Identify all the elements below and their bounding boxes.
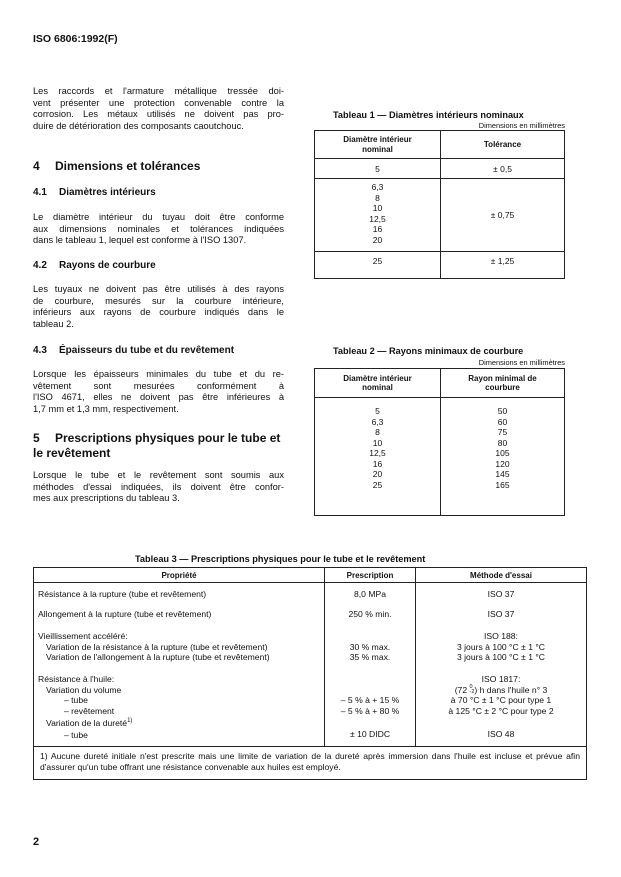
cell-value: 6,3 bbox=[371, 416, 384, 427]
table-cell: Allongement à la rupture (tube et revêtement) bbox=[34, 605, 325, 627]
cell-value: 20 bbox=[372, 234, 383, 245]
table-cell: 8,0 MPa bbox=[325, 583, 416, 606]
section-title: Dimensions et tolérances bbox=[55, 159, 201, 173]
table-row bbox=[34, 583, 587, 606]
text-line: tableau 2. bbox=[33, 318, 74, 329]
cell-value: – 5 % à + 15 % bbox=[340, 695, 400, 705]
section-number: 4 bbox=[33, 159, 40, 173]
row-subitem: Variation du volume bbox=[46, 684, 122, 695]
subitem-label: Variation de la dureté bbox=[46, 717, 128, 728]
row-subitem: – tube bbox=[64, 695, 88, 705]
section-4-2-text bbox=[33, 284, 284, 330]
table-2-unit: Dimensions en millimètres bbox=[478, 358, 565, 367]
table-cell: 5 bbox=[315, 159, 441, 179]
table-cell: 25 bbox=[315, 252, 441, 279]
table-cell bbox=[325, 627, 416, 669]
header-line: courbure bbox=[485, 383, 520, 392]
cell-value: 16 bbox=[372, 458, 383, 469]
section-title: Rayons de courbure bbox=[59, 260, 156, 271]
row-subitem: – revêtement bbox=[64, 705, 115, 716]
table-cell: Résistance à la rupture (tube et revêtement) bbox=[34, 583, 325, 606]
text-line: aux dimensions nominales et tolérances indiquées bbox=[33, 223, 284, 234]
section-number: 4.3 bbox=[33, 345, 47, 356]
row-subitem bbox=[38, 716, 324, 728]
tolerance-lower: -2 bbox=[469, 689, 475, 696]
header-line: nominal bbox=[362, 144, 393, 154]
tolerance-upper: 0 bbox=[469, 684, 473, 691]
intro-paragraph bbox=[33, 86, 284, 132]
intro-line: corrosion. Les métaux utilisés ne doivent pas pro- bbox=[33, 109, 284, 120]
table-cell bbox=[315, 179, 441, 252]
table-cell bbox=[34, 627, 325, 669]
table-cell: 250 % min. bbox=[325, 605, 416, 627]
table-3-caption: Tableau 3 — Prescriptions physiques pour le tube et le revêtement bbox=[135, 554, 426, 564]
section-number: 5 bbox=[33, 431, 40, 445]
section-4-3-heading bbox=[33, 345, 234, 356]
cell-value: 5 bbox=[375, 406, 380, 416]
cell-value: 120 bbox=[495, 458, 510, 469]
table-row bbox=[34, 605, 587, 627]
table-1 bbox=[314, 130, 565, 279]
section-4-1-heading bbox=[33, 187, 156, 198]
table-cell: ISO 37 bbox=[416, 583, 587, 606]
table-cell bbox=[325, 669, 416, 746]
table-cell bbox=[441, 398, 565, 516]
section-4-3-text bbox=[33, 369, 284, 415]
cell-value: 8 bbox=[375, 427, 380, 437]
table-1-col-tolerance: Tolérance bbox=[441, 131, 565, 159]
table-2-col-diameter bbox=[315, 369, 441, 398]
document-header: ISO 6806:1992(F) bbox=[33, 33, 118, 45]
cell-value: à 125 °C ± 2 °C pour type 2 bbox=[448, 705, 554, 716]
section-5-text bbox=[33, 470, 284, 505]
cell-value: 75 bbox=[497, 427, 508, 437]
table-1-caption: Tableau 1 — Diamètres intérieurs nominaux bbox=[333, 110, 524, 120]
table-3-col-property: Propriété bbox=[34, 568, 325, 583]
text-line: Lorsque le tube et le revêtement sont soumis aux bbox=[33, 470, 284, 480]
header-line: Diamètre intérieur bbox=[343, 135, 412, 144]
cell-value: 105 bbox=[495, 448, 510, 458]
cell-value: 80 bbox=[497, 437, 508, 448]
row-subitem: – tube bbox=[64, 730, 88, 741]
cell-value: 10 bbox=[372, 437, 383, 448]
table-row bbox=[315, 252, 565, 279]
table-cell bbox=[34, 669, 325, 746]
table-3-col-method: Méthode d'essai bbox=[416, 568, 587, 583]
table-row bbox=[34, 627, 587, 669]
cell-value: 12,5 bbox=[369, 448, 386, 458]
text-line: dans le tableau 1, lequel est conforme à l'ISO 1307. bbox=[33, 235, 247, 246]
cell-value: ISO 48 bbox=[487, 728, 515, 739]
table-cell: ISO 37 bbox=[416, 605, 587, 627]
text-line: de courbure, mesurés sur la courbure intérieure, bbox=[33, 295, 284, 306]
section-title: Épaisseurs du tube et du revêtement bbox=[59, 345, 235, 356]
section-title-continued: le revêtement bbox=[33, 446, 111, 460]
row-title: Résistance à l'huile: bbox=[38, 674, 115, 684]
cell-value: à 70 °C ± 1 °C pour type 1 bbox=[450, 695, 552, 706]
table-2-caption: Tableau 2 — Rayons minimaux de courbure bbox=[333, 346, 524, 356]
row-title: Vieillissement accéléré: bbox=[38, 631, 128, 641]
cell-value: 16 bbox=[372, 224, 383, 234]
text-line: inférieurs aux rayons de courbure indiqués dans le bbox=[33, 307, 284, 318]
cell-value: 20 bbox=[372, 469, 383, 479]
table-cell bbox=[315, 398, 441, 516]
section-5-heading bbox=[33, 431, 293, 461]
text-line: vêtement sont mesurées conformément à bbox=[33, 380, 284, 391]
section-4-1-text bbox=[33, 212, 284, 247]
text-line: Lorsque les épaisseurs minimales du tube et du re- bbox=[33, 369, 284, 379]
cell-value bbox=[416, 685, 586, 696]
intro-line: Les raccords et l'armature métallique tressée doi- bbox=[33, 86, 284, 96]
header-line: nominal bbox=[362, 383, 393, 392]
intro-line: vent présenter une protection convenable contre la bbox=[33, 97, 284, 108]
value-part: ) h dans l'huile n° 3 bbox=[474, 684, 548, 695]
table-row bbox=[315, 398, 565, 516]
header-line: Diamètre intérieur bbox=[343, 373, 412, 383]
table-1-col-diameter bbox=[315, 131, 441, 159]
cell-value: 3 jours à 100 °C ± 1 °C bbox=[456, 652, 546, 662]
page-number: 2 bbox=[33, 836, 40, 848]
section-4-2-heading bbox=[33, 260, 156, 271]
footnote-ref: 1) bbox=[127, 718, 133, 724]
header-line: Rayon minimal de bbox=[468, 373, 537, 383]
cell-value: 8 bbox=[375, 192, 380, 203]
cell-value: 60 bbox=[497, 416, 508, 427]
cell-value: 12,5 bbox=[369, 213, 386, 224]
section-4-heading bbox=[33, 159, 200, 174]
cell-value: 3 jours à 100 °C ± 1 °C bbox=[456, 641, 546, 652]
cell-value: ± 10 DIDC bbox=[349, 728, 391, 739]
text-line: Le diamètre intérieur du tuyau doit être conforme bbox=[33, 212, 284, 222]
cell-value: 35 % max. bbox=[349, 652, 391, 662]
section-title: Prescriptions physiques pour le tube et bbox=[55, 431, 281, 445]
section-number: 4.2 bbox=[33, 260, 47, 271]
table-cell bbox=[416, 627, 587, 669]
table-2-col-radius bbox=[441, 369, 565, 398]
text-line: méthodes d'essai indiquées, ils doivent être confor- bbox=[33, 481, 284, 492]
table-footnote: 1) Aucune dureté initiale n'est prescrite mais une limite de variation de la dureté après immersion dans l'huile est incluse et prévue afin d'assurer qu'un tube offrant une résistance convenable aux huiles est employé. bbox=[34, 746, 587, 779]
cell-value: 165 bbox=[495, 479, 510, 490]
text-line: mes aux prescriptions du tableau 3. bbox=[33, 493, 180, 504]
row-subitem: Variation de l'allongement à la rupture (tube et revêtement) bbox=[46, 652, 270, 662]
table-row bbox=[315, 159, 565, 179]
cell-value: – 5 % à + 80 % bbox=[340, 705, 400, 716]
table-row bbox=[34, 669, 587, 746]
table-2 bbox=[314, 368, 565, 516]
cell-value: 30 % max. bbox=[349, 641, 391, 652]
section-title: Diamètres intérieurs bbox=[59, 187, 156, 198]
text-line: l'ISO 4671, elles ne doivent pas être inférieures à bbox=[33, 392, 284, 403]
table-3-col-prescription: Prescription bbox=[325, 568, 416, 583]
intro-line: duire de détérioration des composants caoutchouc. bbox=[33, 120, 244, 131]
text-line: Les tuyaux ne doivent pas être utilisés à des rayons bbox=[33, 284, 284, 294]
cell-value: ISO 1817: bbox=[481, 674, 521, 684]
cell-value: 145 bbox=[495, 469, 510, 479]
text-line: 1,7 mm et 1,3 mm, respectivement. bbox=[33, 403, 179, 414]
table-footnote-row bbox=[34, 746, 587, 779]
table-row bbox=[315, 179, 565, 252]
table-cell: ± 0,5 bbox=[441, 159, 565, 179]
section-number: 4.1 bbox=[33, 187, 47, 198]
row-subitem: Variation de la résistance à la rupture (tube et revêtement) bbox=[46, 641, 268, 652]
cell-value: 50 bbox=[497, 406, 508, 416]
value-part: (72 bbox=[454, 684, 470, 695]
table-3 bbox=[33, 567, 587, 780]
cell-value: 25 bbox=[372, 479, 383, 490]
table-cell: ± 1,25 bbox=[441, 252, 565, 279]
cell-value: 10 bbox=[372, 203, 383, 213]
table-cell bbox=[416, 669, 587, 746]
table-1-unit: Dimensions en millimètres bbox=[478, 121, 565, 130]
cell-value: 6,3 bbox=[371, 182, 384, 192]
cell-value: ISO 188: bbox=[484, 631, 518, 641]
table-cell: ± 0,75 bbox=[441, 179, 565, 252]
